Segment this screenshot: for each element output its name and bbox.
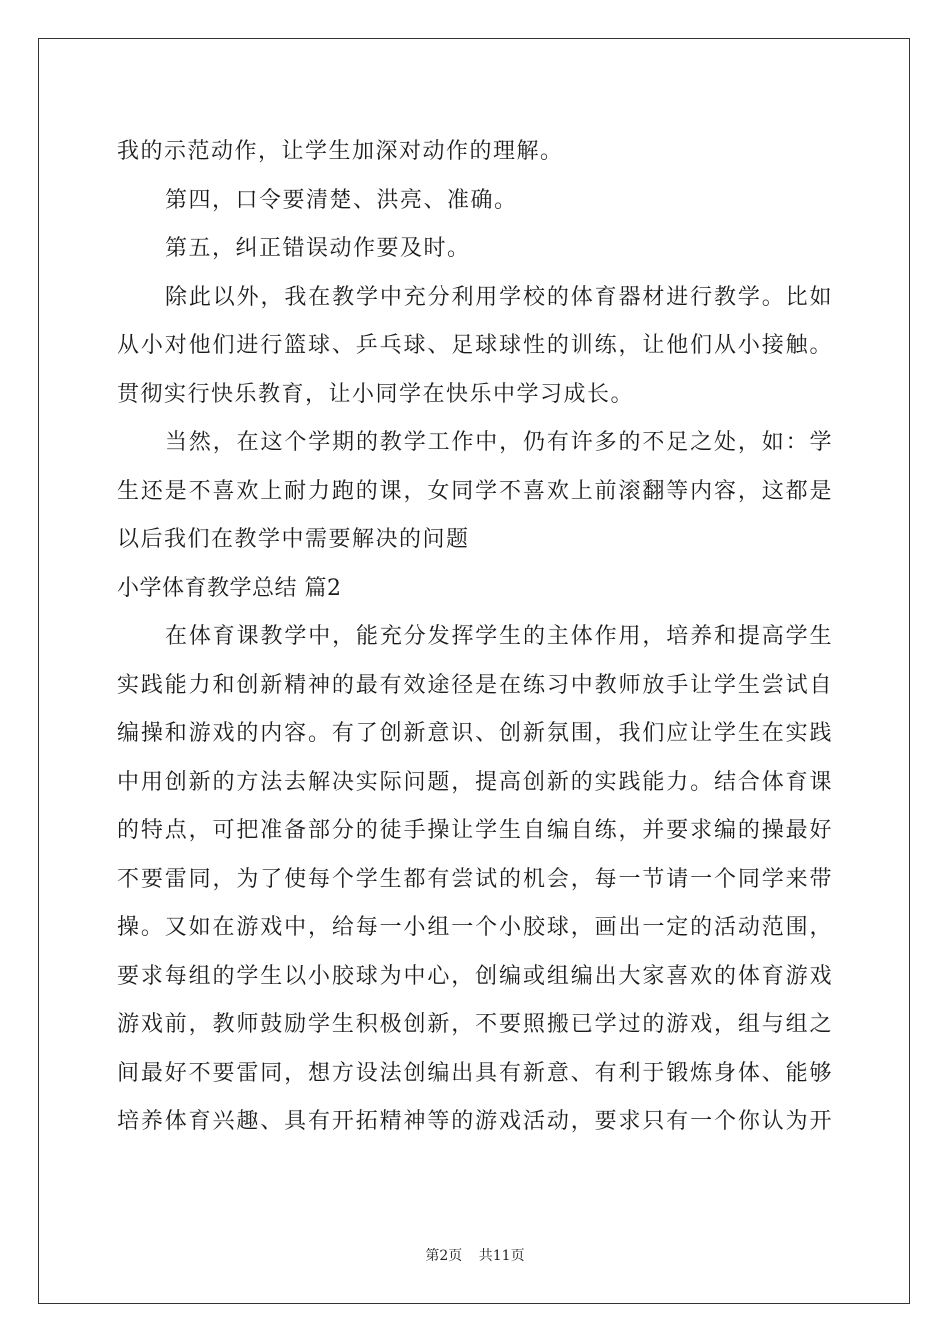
text-line: 培养体育兴趣、具有开拓精神等的游戏活动，要求只有一个你认为开 [117, 1109, 833, 1134]
section-heading: 小学体育教学总结 篇2 [117, 575, 342, 601]
text-line: 在体育课教学中，能充分发挥学生的主体作用，培养和提高学生 [165, 624, 833, 649]
text-line: 从小对他们进行篮球、乒乓球、足球球性的训练，让他们从小接触。 [117, 333, 833, 358]
page-total: 共11页 [478, 1248, 525, 1264]
text-line: 要求每组的学生以小胶球为中心，创编或组编出大家喜欢的体育游戏 [117, 963, 833, 989]
document-body [117, 128, 833, 1147]
text-line: 不要雷同，为了使每个学生都有尝试的机会，每一节请一个同学来带 [117, 866, 833, 892]
text-line: 间最好不要雷同，想方设法创编出具有新意、有利于锻炼身体、能够 [117, 1060, 833, 1086]
text-line: 我的示范动作，让学生加深对动作的理解。 [117, 139, 564, 164]
text-line: 除此以外，我在教学中充分利用学校的体育器材进行教学。比如 [165, 284, 833, 310]
text-line: 实践能力和创新精神的最有效途径是在练习中教师放手让学生尝试自 [117, 672, 833, 698]
page-number: 第2页 [425, 1248, 463, 1264]
text-line: 操。又如在游戏中，给每一小组一个小胶球，画出一定的活动范围， [117, 915, 833, 940]
text-line: 以后我们在教学中需要解决的问题 [117, 527, 470, 552]
text-line: 第五，纠正错误动作要及时。 [165, 236, 471, 261]
text-line: 游戏前，教师鼓励学生积极创新，不要照搬已学过的游戏，组与组之 [117, 1012, 833, 1037]
page-footer [0, 1245, 950, 1265]
text-line: 编操和游戏的内容。有了创新意识、创新氛围，我们应让学生在实践 [117, 721, 833, 746]
text-line: 第四，口令要清楚、洪亮、准确。 [165, 187, 518, 213]
text-line: 贯彻实行快乐教育，让小同学在快乐中学习成长。 [117, 381, 635, 407]
text-line: 中用创新的方法去解决实际问题，提高创新的实践能力。结合体育课 [117, 769, 833, 795]
text-line: 生还是不喜欢上耐力跑的课，女同学不喜欢上前滚翻等内容，这都是 [117, 478, 833, 504]
text-line: 的特点，可把准备部分的徒手操让学生自编自练，并要求编的操最好 [117, 818, 833, 843]
text-line: 当然，在这个学期的教学工作中，仍有许多的不足之处，如：学 [165, 430, 833, 455]
